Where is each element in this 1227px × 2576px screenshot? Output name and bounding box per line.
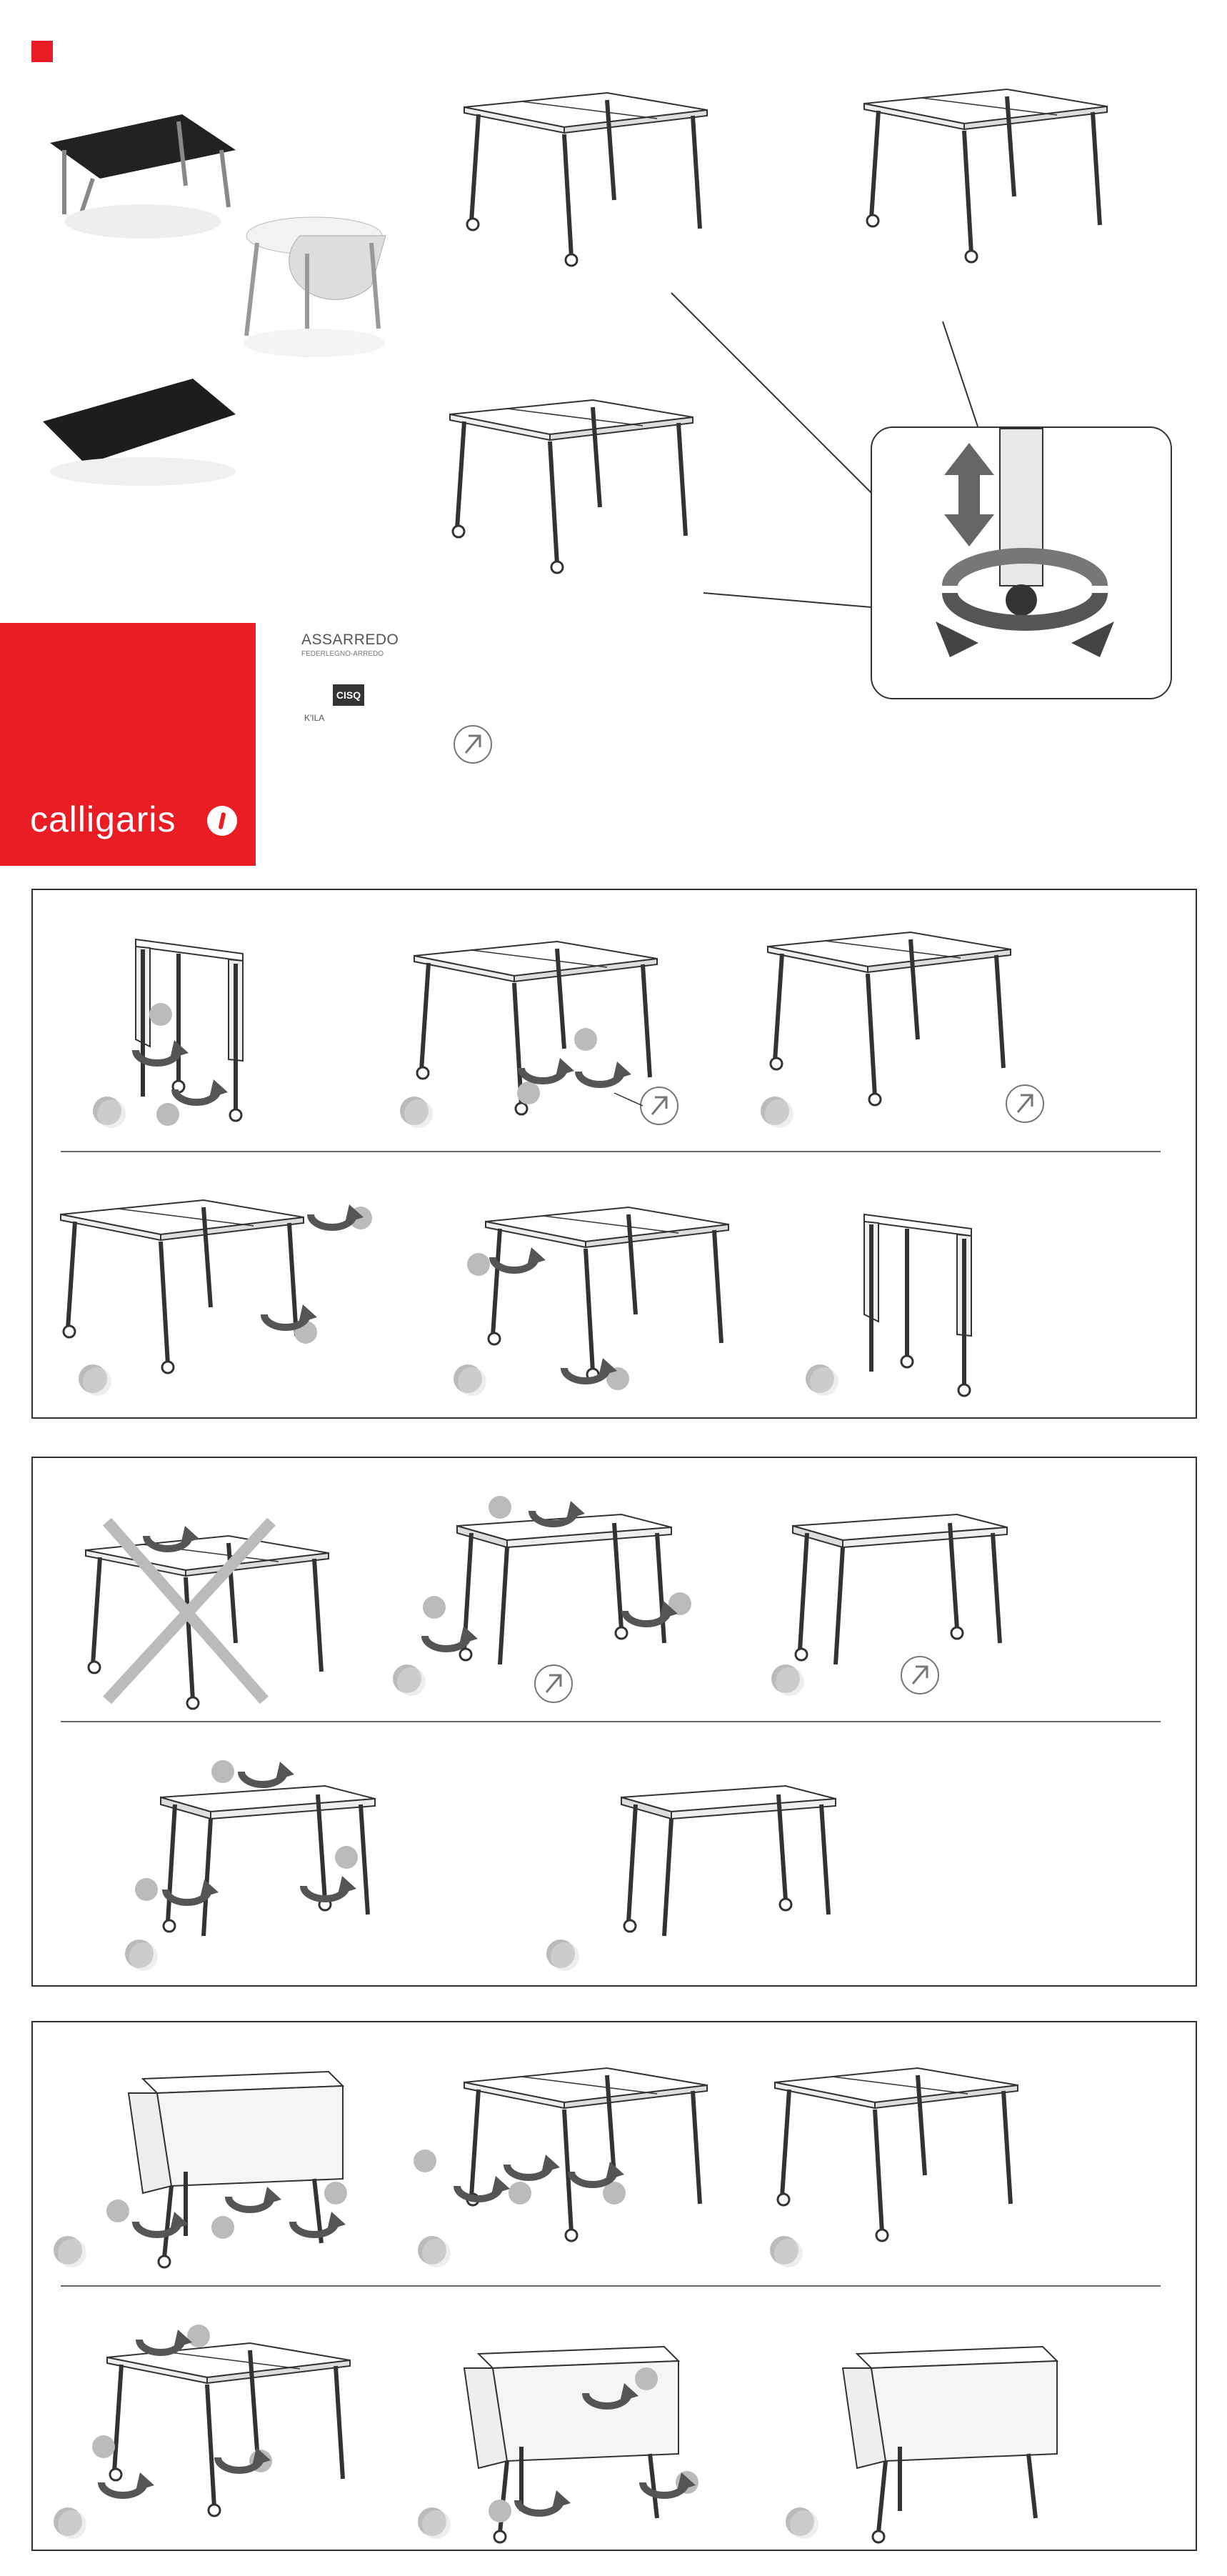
brand-logo-text: calligaris <box>30 799 176 839</box>
product-photo-dark-table <box>50 114 236 239</box>
cert-assarredo: ASSARREDO <box>301 631 399 648</box>
wrench-tool-icon <box>454 726 491 763</box>
brand-logo-icon <box>207 806 237 836</box>
cert-kiwa-logo: K'ILA <box>304 713 325 723</box>
product-photo-folded-table <box>43 379 236 486</box>
cert-csq-logo: CISQ <box>333 684 364 706</box>
product-photo-round-table <box>243 217 386 357</box>
cert-federlegno: FEDERLEGNO-ARREDO <box>301 650 384 658</box>
